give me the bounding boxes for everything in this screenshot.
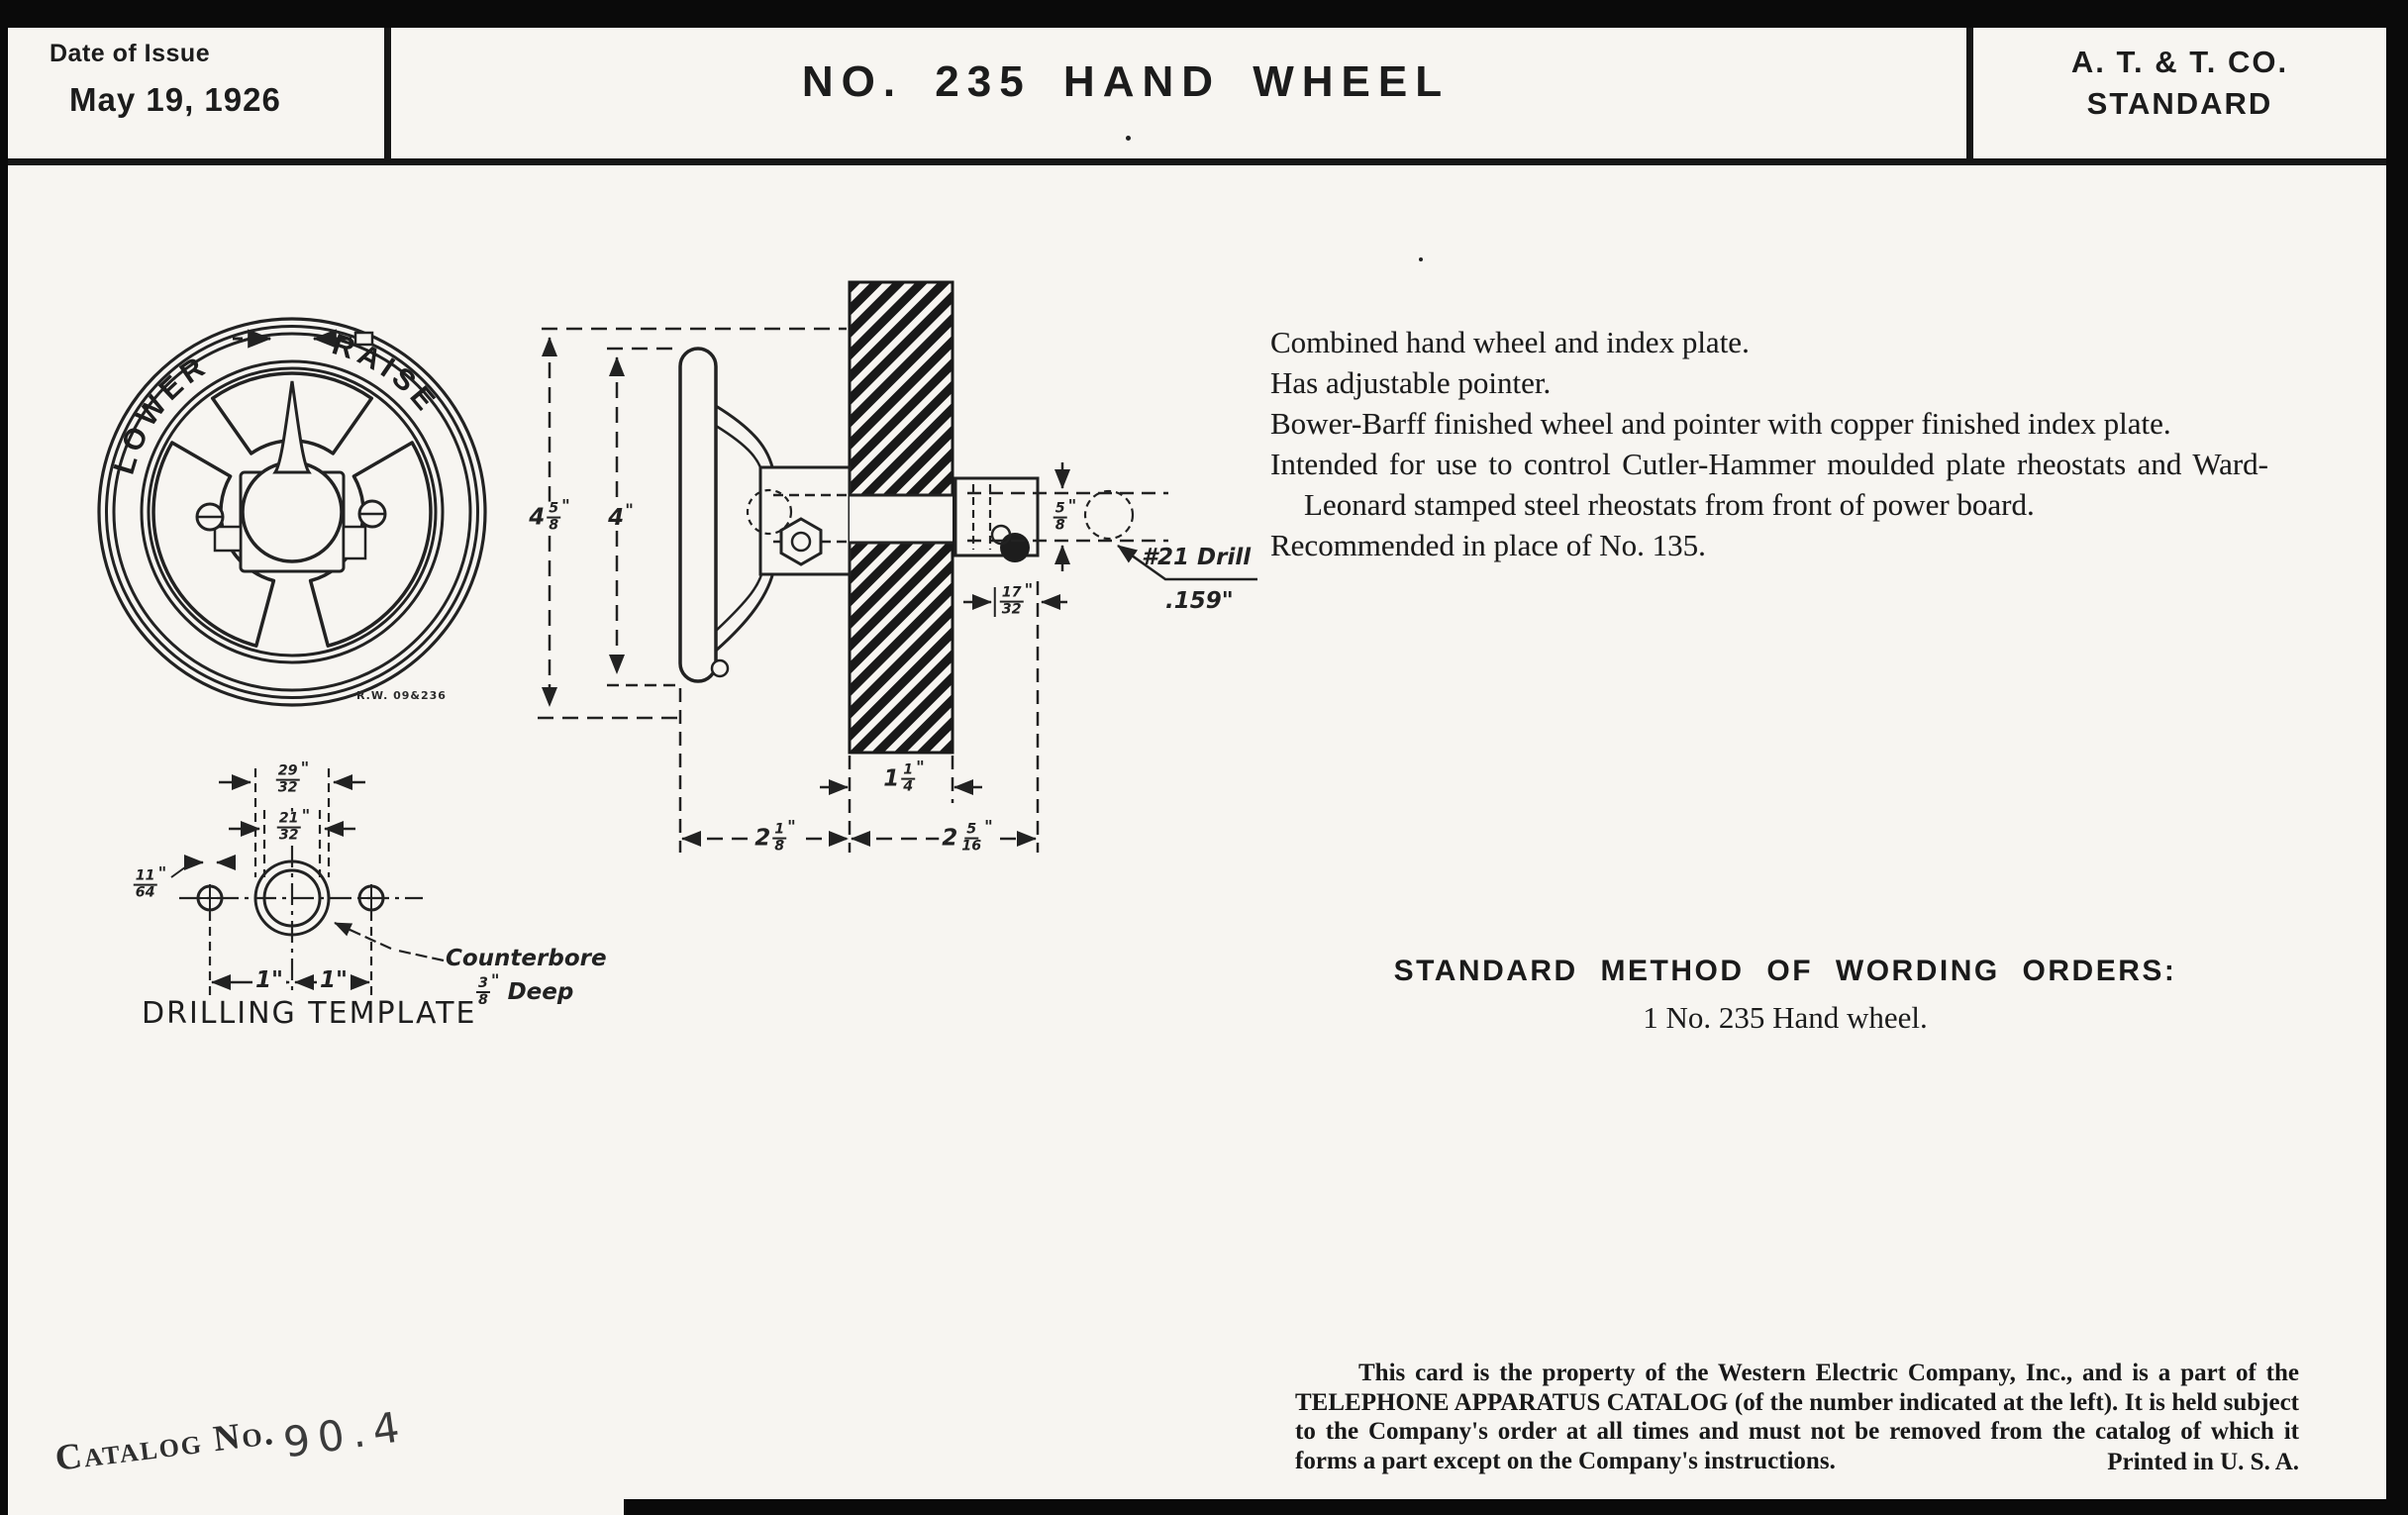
counterbore-note-line1: Counterbore [446,946,607,971]
dim-counterbore-diameter: $\frac{29}{32}$ " [272,764,312,797]
description-block [1270,322,2268,565]
catalog-number-value: 90.4 [280,1401,411,1467]
ordering-block [1285,955,2285,1036]
drawing-reference-number: R.W. 09&236 [356,689,447,702]
raise-label: RAISE [328,328,445,421]
dim-overall-height: 4 $\frac{5}{8}$ " [526,502,573,535]
fine-print-block [1295,1359,2299,1475]
company-name: A. T. & T. CO. [2070,45,2289,79]
description-line: Combined hand wheel and index plate. [1270,325,1750,359]
description-line: Has adjustable pointer. [1270,365,1552,400]
header-divider-right [1966,28,1973,158]
shaft [850,495,953,543]
drill-note-diameter: .159" [1165,588,1234,614]
description-line: Recommended in place of No. 135. [1270,528,1706,562]
set-screw-nut [781,519,821,564]
dim-hole-offset: $\frac{17}{32}$ " [996,586,1036,619]
fine-print-text: This card is the property of the Western Electric Company, Inc., and is a part of the TELEPHONE APPARATUS CATALOG (of the number indicated at the left). It is held subject to the Company's order at all times and must not be removed from the catalog of which it forms a part except on the Company's instructions. [1295,1360,2299,1474]
counterbore-note-line2: $\frac{3}{8}$ " Deep [478,971,574,1009]
dim-pointer-height: $\frac{5}{8}$ " [1050,502,1080,535]
drill-note-size: #21 Drill [1142,545,1252,570]
template-extension-lines [210,768,371,996]
printed-in-usa: Printed in U. S. A. [2095,1448,2299,1477]
dim-hole-diameter: $\frac{21}{32}$ " [273,812,313,845]
scan-speck [1126,136,1131,141]
catalog-card [8,28,2386,1515]
date-of-issue-value: May 19, 1926 [69,81,281,118]
dim-small-hole-diameter: $\frac{11}{64}$ " [130,869,169,902]
wheel-rim-section [680,349,716,681]
ordering-example: 1 No. 235 Hand wheel. [1643,1000,1928,1035]
front-view-drawing [84,282,510,718]
page-title: NO. 235 HAND WHEEL [801,57,1451,106]
card-header [8,28,2386,165]
drilling-template-caption: DRILLING TEMPLATE [142,996,477,1031]
dim-panel-thickness: 1 $\frac{1}{4}$ " [880,763,928,796]
drilling-template-drawing [94,753,649,1069]
company-standard-label [1973,42,2386,125]
dim-hole-spacing-right: 1" [317,968,351,992]
catalog-number-label: Catalog No. [52,1411,277,1479]
date-of-issue-label: Date of Issue [50,40,211,67]
scan-edge-bottom [624,1499,2408,1515]
description-line: Bower-Barff finished wheel and pointer with copper finished index plate. [1270,406,2171,441]
dim-front-projection: 2 $\frac{1}{8}$ " [752,823,799,856]
hand-wheel-front-view-svg [84,282,510,718]
dim-wheel-height: 4 " [605,506,637,530]
dim-hole-spacing-left: 1" [252,968,286,992]
description-line: Intended for use to control Cutler-Hammer moulded plate rheostats and Ward-Leonard stamped steel rheostats from front of power board. [1270,447,2268,522]
scan-speck [1419,257,1423,261]
index-plate-section [955,478,1133,562]
ordering-heading: STANDARD METHOD OF WORDING ORDERS: [1393,955,2177,987]
dim-rear-projection: 2 $\frac{5}{16}$ " [939,823,995,856]
lower-label: LOWER [107,348,215,478]
standard-label: STANDARD [2086,86,2273,121]
